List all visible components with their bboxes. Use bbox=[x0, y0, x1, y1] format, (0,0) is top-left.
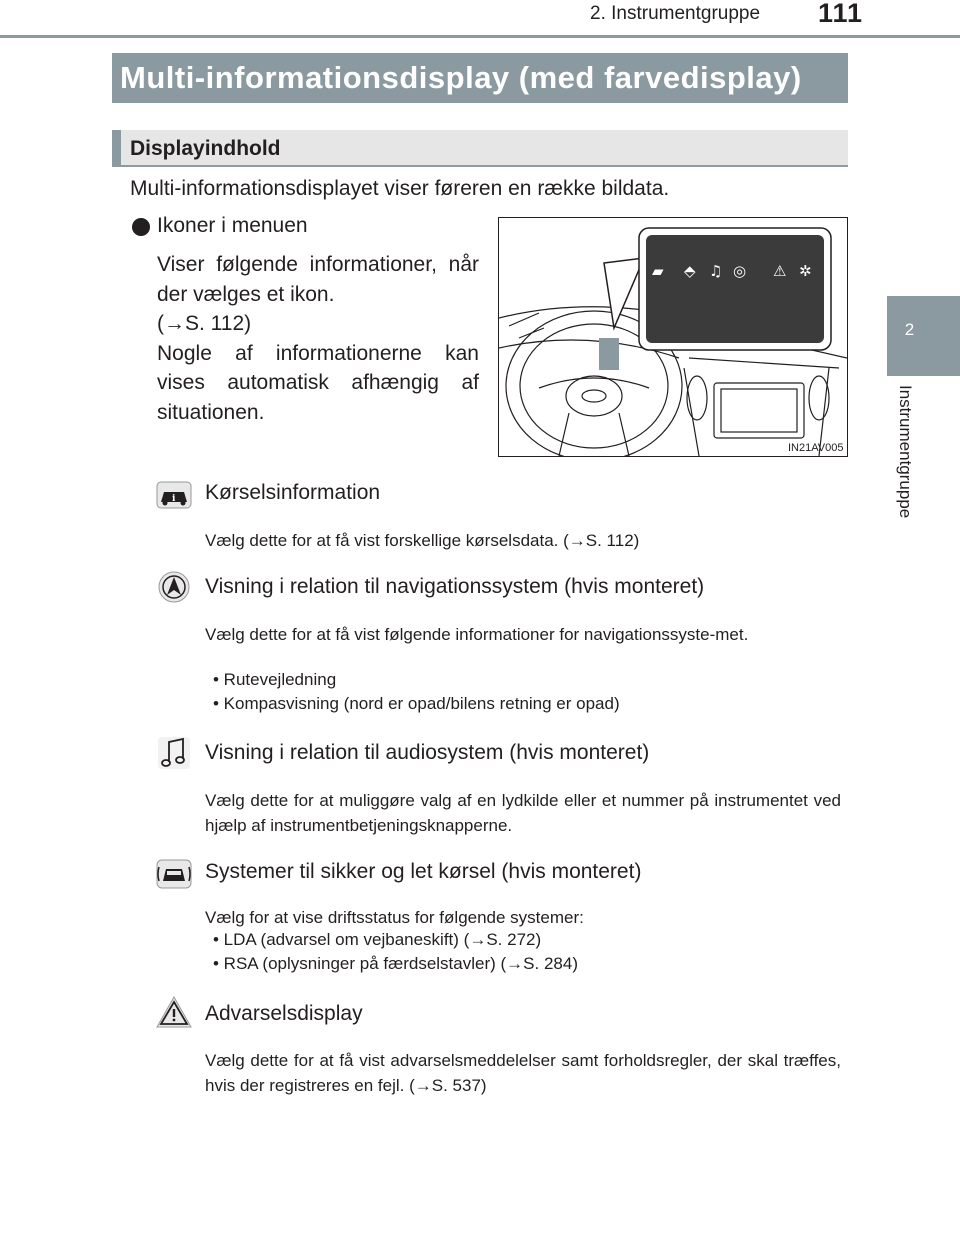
item-bullet: • Rutevejledning bbox=[213, 670, 337, 689]
svg-text:✲: ✲ bbox=[799, 262, 812, 280]
item-title: Kørselsinformation bbox=[205, 481, 381, 504]
subheading: Displayindhold bbox=[130, 137, 281, 160]
item-desc: Vælg dette for at få vist advarselsmeddelelser samt forholdsregler, der skal træffes, hvis der registreres en fejl. (→S. 537) bbox=[205, 1051, 841, 1095]
item-desc: Vælg for at vise driftsstatus for følgende systemer: bbox=[205, 908, 584, 927]
bullet-dot-icon bbox=[132, 218, 150, 236]
item-bullet: • RSA (oplysninger på færdselstavler) (→S. 284) bbox=[213, 954, 578, 973]
item-desc: Vælg dette for at få vist følgende informationer for navigationssyste-met. bbox=[205, 625, 749, 644]
svg-text:⬘: ⬘ bbox=[684, 262, 696, 280]
svg-text:i: i bbox=[172, 494, 176, 504]
bullet-heading: Ikoner i menuen bbox=[157, 214, 308, 237]
bullet-body bbox=[157, 250, 479, 427]
warning-triangle-icon bbox=[155, 995, 193, 1029]
ref-arrow-icon: → bbox=[164, 312, 185, 335]
item-desc: Vælg dette for at muliggøre valg af en lydkilde eller et nummer på instrumentet ved hjælp af instrumentbetjeningsknapperne. bbox=[205, 791, 841, 835]
figure-code: IN21AV005 bbox=[788, 442, 844, 454]
bullet-body-pre: Viser følgende informationer, når der vælges et ikon. bbox=[157, 253, 479, 306]
item-bullet: • Kompasvisning (nord er opad/bilens retning er opad) bbox=[213, 694, 620, 713]
chapter-tab-number: 2 bbox=[904, 320, 915, 339]
item-title: Visning i relation til audiosystem (hvis monteret) bbox=[205, 741, 650, 764]
item-title: Visning i relation til navigationssystem (hvis monteret) bbox=[205, 575, 705, 598]
ref-open: ( bbox=[157, 312, 164, 335]
driving-assist-icon bbox=[155, 857, 193, 891]
item-title: Systemer til sikker og let kørsel (hvis monteret) bbox=[205, 860, 642, 883]
svg-text:▰: ▰ bbox=[652, 262, 664, 280]
navigation-icon bbox=[155, 570, 193, 604]
running-header-section: 2. Instrumentgruppe bbox=[590, 3, 761, 24]
music-note-icon bbox=[155, 736, 193, 770]
page-number: 111 bbox=[818, 0, 864, 28]
item-bullet: • LDA (advarsel om vejbaneskift) (→S. 272) bbox=[213, 930, 542, 949]
header-rule bbox=[0, 35, 960, 38]
dashboard-illustration bbox=[498, 217, 848, 457]
chapter-tab-label-text: Instrumentgruppe bbox=[896, 385, 915, 519]
svg-text:⚠: ⚠ bbox=[773, 262, 787, 280]
chapter-tab-label bbox=[893, 385, 923, 705]
svg-text:♫: ♫ bbox=[709, 262, 723, 280]
item-title: Advarselsdisplay bbox=[205, 1002, 363, 1025]
bullet-body-post: Nogle af informationerne kan vises automatisk afhængig af situationen. bbox=[157, 341, 479, 424]
ref-link[interactable]: S. 112) bbox=[185, 312, 252, 335]
dashboard-drawing bbox=[499, 218, 847, 456]
intro-text: Multi-informationsdisplayet viser føreren en række bildata. bbox=[130, 177, 670, 200]
page-title: Multi-informationsdisplay (med farvedisplay) bbox=[120, 60, 802, 95]
item-desc: Vælg dette for at få vist forskellige kørselsdata. (→S. 112) bbox=[205, 531, 640, 550]
svg-text:◎: ◎ bbox=[733, 262, 747, 280]
subheading-bar-accent bbox=[112, 130, 121, 165]
car-info-icon bbox=[155, 478, 193, 512]
